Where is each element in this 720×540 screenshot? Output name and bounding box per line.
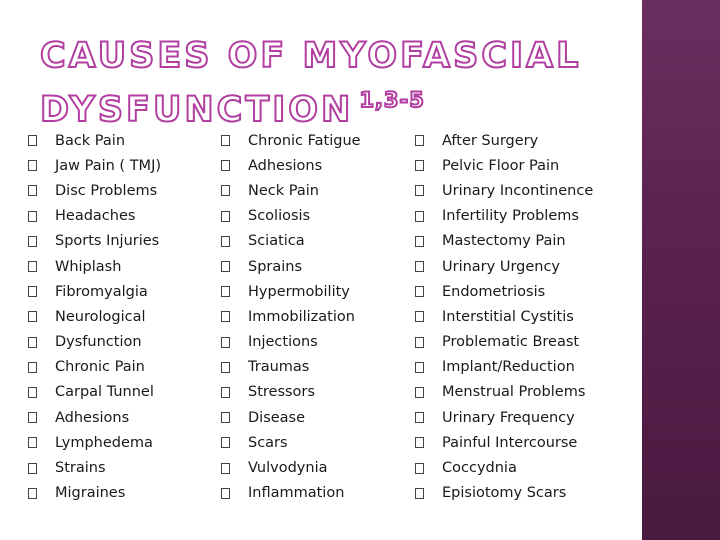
list-item: [28, 481, 161, 506]
list-item-label: Implant/Reduction: [442, 359, 575, 376]
list-item-label: Lymphedema: [55, 434, 153, 451]
list-item: [28, 204, 161, 229]
list-item-label: Inflammation: [248, 485, 345, 502]
list-item-label: Urinary Urgency: [442, 258, 561, 275]
list-item-label: Migraines: [55, 485, 126, 502]
list-item-label: Adhesions: [55, 409, 130, 426]
list-item: [28, 380, 161, 405]
bullet-icon: [221, 135, 230, 146]
list-item-label: Sprains: [248, 258, 303, 275]
list-item: [415, 204, 593, 229]
list-item-label: Jaw Pain ( TMJ): [55, 157, 162, 174]
list-item-label: Mastectomy Pain: [442, 233, 566, 250]
bullet-icon: [28, 387, 37, 398]
list-item: [28, 254, 161, 279]
causes-column-2: [221, 128, 361, 506]
list-item-label: Chronic Pain: [55, 359, 145, 376]
bullet-icon: [221, 286, 230, 297]
bullet-icon: [415, 387, 424, 398]
list-item-label: Immobilization: [248, 308, 355, 325]
bullet-icon: [221, 437, 230, 448]
bullet-icon: [221, 488, 230, 499]
list-item: [415, 128, 593, 153]
list-item-label: Infertility Problems: [442, 208, 579, 225]
list-item-label: Disease: [248, 409, 306, 426]
title-line-1: CAUSES OF MYOFASCIAL: [40, 36, 582, 76]
list-item-label: Chronic Fatigue: [248, 132, 361, 149]
list-item: [221, 279, 361, 304]
list-item-label: Stressors: [248, 384, 315, 401]
list-item: [28, 128, 161, 153]
bullet-icon: [415, 160, 424, 171]
list-item-label: Adhesions: [248, 157, 323, 174]
list-item: [28, 229, 161, 254]
bullet-icon: [28, 337, 37, 348]
list-item-label: Vulvodynia: [248, 460, 328, 477]
list-item-label: Painful Intercourse: [442, 434, 578, 451]
decorative-side-bar: [642, 0, 720, 540]
list-item-label: Coccydnia: [442, 460, 517, 477]
bullet-icon: [415, 488, 424, 499]
list-item-label: Traumas: [248, 359, 310, 376]
list-item: [415, 481, 593, 506]
bullet-icon: [415, 437, 424, 448]
bullet-icon: [28, 412, 37, 423]
list-item-label: Disc Problems: [55, 182, 158, 199]
list-item-label: Fibromyalgia: [55, 283, 148, 300]
bullet-icon: [221, 362, 230, 373]
slide-title: [40, 34, 581, 132]
bullet-icon: [28, 311, 37, 322]
bullet-icon: [415, 412, 424, 423]
list-item-label: Injections: [248, 334, 318, 351]
causes-column-1: [28, 128, 161, 506]
list-item-label: Sciatica: [248, 233, 305, 250]
list-item-label: Back Pain: [55, 132, 126, 149]
bullet-icon: [415, 185, 424, 196]
list-item: [28, 330, 161, 355]
list-item: [221, 254, 361, 279]
bullet-icon: [28, 135, 37, 146]
list-item: [415, 153, 593, 178]
bullet-icon: [28, 160, 37, 171]
list-item: [221, 229, 361, 254]
list-item-label: Pelvic Floor Pain: [442, 157, 560, 174]
list-item: [221, 128, 361, 153]
list-item-label: Hypermobility: [248, 283, 350, 300]
list-item: [221, 380, 361, 405]
bullet-icon: [415, 362, 424, 373]
list-item: [28, 153, 161, 178]
bullet-icon: [221, 463, 230, 474]
bullet-icon: [415, 211, 424, 222]
bullet-icon: [415, 463, 424, 474]
list-item: [28, 405, 161, 430]
list-item: [28, 355, 161, 380]
list-item: [221, 178, 361, 203]
bullet-icon: [221, 412, 230, 423]
bullet-icon: [28, 362, 37, 373]
list-item: [28, 178, 161, 203]
bullet-icon: [28, 211, 37, 222]
list-item-label: Neurological: [55, 308, 146, 325]
list-item: [415, 355, 593, 380]
list-item: [221, 405, 361, 430]
list-item: [221, 481, 361, 506]
list-item: [415, 405, 593, 430]
list-item: [221, 204, 361, 229]
bullet-icon: [221, 311, 230, 322]
list-item: [221, 355, 361, 380]
list-item-label: Scars: [248, 434, 288, 451]
list-item: [28, 279, 161, 304]
bullet-icon: [415, 311, 424, 322]
bullet-icon: [28, 286, 37, 297]
list-item-label: Scoliosis: [248, 208, 311, 225]
bullet-icon: [28, 261, 37, 272]
bullet-icon: [28, 488, 37, 499]
list-item: [415, 330, 593, 355]
bullet-icon: [415, 286, 424, 297]
bullet-icon: [415, 135, 424, 146]
list-item-label: Episiotomy Scars: [442, 485, 567, 502]
bullet-icon: [221, 261, 230, 272]
bullet-icon: [221, 387, 230, 398]
list-item-label: Problematic Breast: [442, 334, 580, 351]
bullet-icon: [415, 261, 424, 272]
list-item: [221, 430, 361, 455]
bullet-icon: [28, 463, 37, 474]
bullet-icon: [415, 337, 424, 348]
bullet-icon: [221, 236, 230, 247]
list-item-label: Urinary Incontinence: [442, 182, 594, 199]
list-item-label: Neck Pain: [248, 182, 319, 199]
list-item: [415, 304, 593, 329]
list-item: [221, 153, 361, 178]
bullet-icon: [415, 236, 424, 247]
list-item: [415, 178, 593, 203]
list-item-label: Endometriosis: [442, 283, 546, 300]
bullet-icon: [28, 185, 37, 196]
list-item: [221, 455, 361, 480]
causes-column-3: [415, 128, 593, 506]
list-item: [415, 455, 593, 480]
bullet-icon: [221, 211, 230, 222]
list-item: [28, 304, 161, 329]
list-item: [28, 430, 161, 455]
list-item-label: Interstitial Cystitis: [442, 308, 574, 325]
list-item-label: After Surgery: [442, 132, 539, 149]
bullet-icon: [221, 185, 230, 196]
list-item-label: Carpal Tunnel: [55, 384, 154, 401]
list-item: [221, 330, 361, 355]
list-item-label: Menstrual Problems: [442, 384, 586, 401]
list-item-label: Dysfunction: [55, 334, 142, 351]
list-item: [415, 279, 593, 304]
list-item: [415, 430, 593, 455]
bullet-icon: [28, 437, 37, 448]
list-item-label: Urinary Frequency: [442, 409, 575, 426]
bullet-icon: [221, 337, 230, 348]
list-item-label: Sports Injuries: [55, 233, 160, 250]
list-item: [28, 455, 161, 480]
list-item: [415, 254, 593, 279]
title-line-2: DYSFUNCTION: [40, 90, 354, 130]
title-superscript: 1,3-5: [359, 88, 425, 112]
list-item: [415, 380, 593, 405]
bullet-icon: [221, 160, 230, 171]
list-item: [415, 229, 593, 254]
list-item-label: Whiplash: [55, 258, 122, 275]
list-item: [221, 304, 361, 329]
list-item-label: Strains: [55, 460, 106, 477]
list-item-label: Headaches: [55, 208, 136, 225]
bullet-icon: [28, 236, 37, 247]
